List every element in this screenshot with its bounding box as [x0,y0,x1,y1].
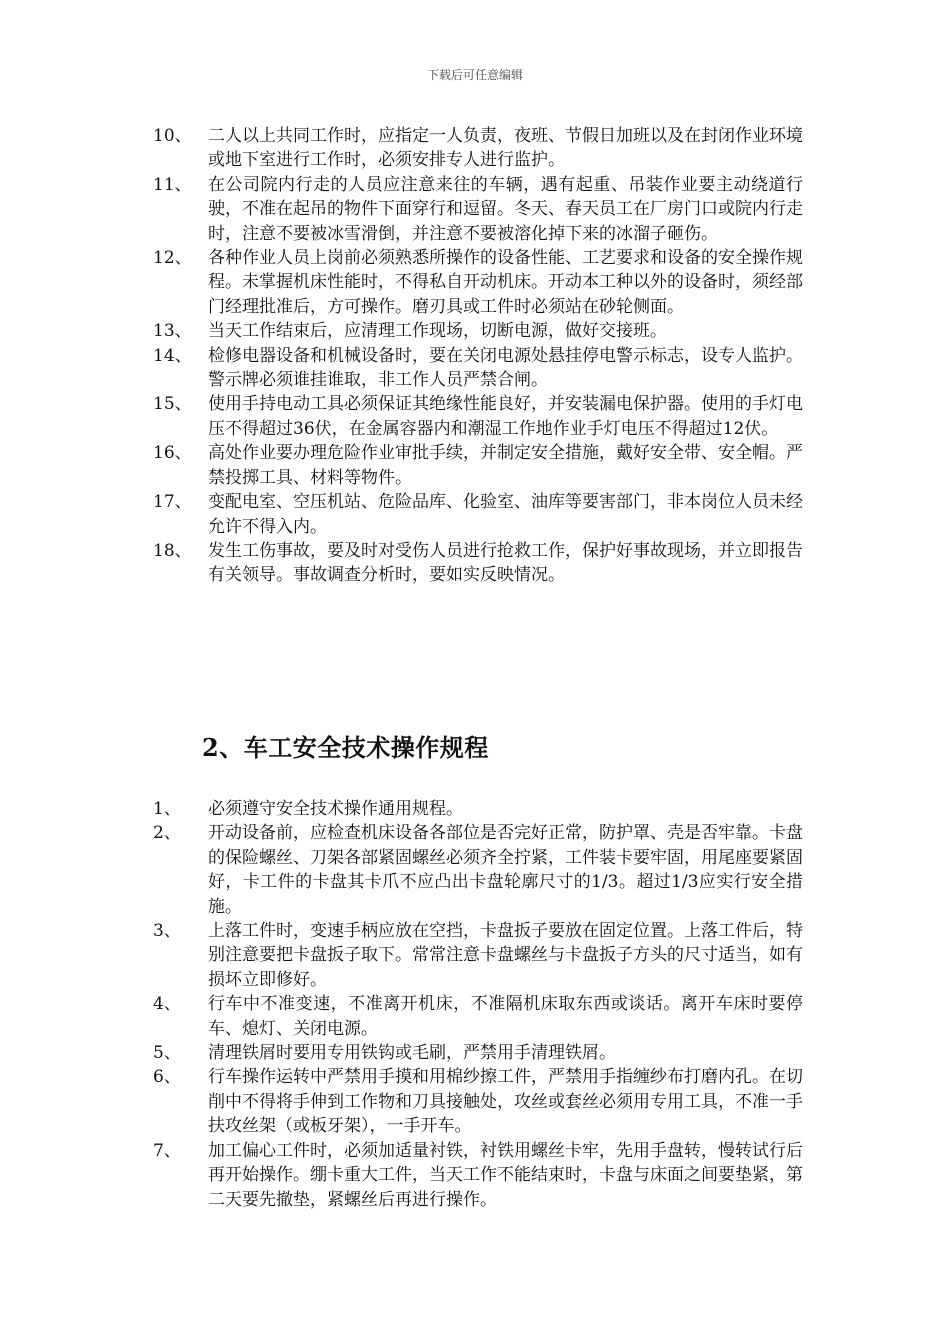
list-item [153,797,803,821]
item-number: 5、 [153,1043,181,1064]
item-text: 检修电器设备和机械设备时，要在关闭电源处悬挂停电警示标志，设专人监护。警示牌必须谁挂谁取，非工作人员严禁合闸。 [208,345,803,391]
header-note: 下载后可任意编辑 [426,68,523,82]
item-text: 加工偏心工件时，必须加适量衬铁，衬铁用螺丝卡牢，先用手盘转，慢转试行后再开始操作。绷卡重大工件，当天工作不能结束时，卡盘与床面之间要垫紧，第二天要先撤垫，紧螺丝后再进行操作。 [208,1140,803,1210]
item-number: 6、 [153,1067,181,1088]
list-item [153,490,803,539]
item-text: 行车中不准变速，不准离开机床，不准隔机床取东西或谈话。离开车床时要停车、熄灯、关闭电源。 [208,994,803,1039]
item-text: 二人以上共同工作时，应指定一人负责，夜班、节假日加班以及在封闭作业环境或地下室进行工作时，必须安排专人进行监护。 [208,126,803,171]
item-number: 4、 [153,994,181,1015]
item-text: 各种作业人员上岗前必须熟悉所操作的设备性能、工艺要求和设备的安全操作规程。未掌握机床性能时，不得私自开动机床。开动本工种以外的设备时，须经部门经理批准后，方可操作。磨刃具或工件时必须站在砂轮侧面。 [208,248,803,317]
general-rules-list [153,124,803,588]
item-text: 变配电室、空压机站、危险品库、化验室、油库等要害部门，非本岗位人员未经允许不得入内。 [208,492,803,537]
list-item [153,441,803,490]
list-item [153,319,803,343]
item-number: 16、 [153,443,192,464]
item-number: 11、 [153,174,192,195]
item-text: 使用手持电动工具必须保证其绝缘性能良好，并安装漏电保护器。使用的手灯电压不得超过36伏，在金属容器内和潮湿工作地作业手灯电压不得超过12伏。 [208,394,803,439]
item-number: 12、 [153,248,192,269]
list-item [153,246,803,319]
item-number: 1、 [153,799,181,819]
list-item [153,1065,803,1138]
section-title: 2、车工安全技术操作规程 [202,733,489,762]
list-item [153,919,803,992]
item-text: 当天工作结束后，应清理工作现场，切断电源，做好交接班。 [208,321,667,342]
list-item [153,821,803,919]
item-number: 17、 [153,492,192,513]
item-text: 在公司院内行走的人员应注意来往的车辆，遇有起重、吊装作业要主动绕道行驶，不准在起吊的物件下面穿行和逗留。冬天、春天员工在厂房门口或院内行走时，注意不要被冰雪滑倒，并注意不要被溶化掉下来的冰溜子砸伤。 [208,174,803,244]
item-number: 18、 [153,540,192,561]
lathe-rules-list [153,797,803,1212]
item-text: 高处作业要办理危险作业审批手续，并制定安全措施，戴好安全带、安全帽。严禁投掷工具、材料等物件。 [208,443,803,488]
item-text: 开动设备前，应检查机床设备各部位是否完好正常，防护罩、壳是否牢靠。卡盘的保险螺丝、刀架各部紧固螺丝必须齐全拧紧，工件装卡要牢固，用尾座要紧固好，卡工件的卡盘其卡爪不应凸出卡盘轮廓尺寸的1/3。超过1/3应实行安全措施。 [208,823,803,917]
item-number: 10、 [153,126,192,146]
item-number: 15、 [153,394,192,415]
list-item [153,1041,803,1065]
item-number: 13、 [153,321,192,342]
item-number: 3、 [153,921,181,942]
item-text: 清理铁屑时要用专用铁钩或毛刷，严禁用手清理铁屑。 [208,1043,616,1064]
list-item [153,124,803,173]
item-text: 上落工件时，变速手柄应放在空挡，卡盘扳子要放在固定位置。上落工件后，特别注意要把卡盘扳子取下。常常注意卡盘螺丝与卡盘扳子方头的尺寸适当，如有损坏立即修好。 [208,921,803,990]
item-text: 发生工伤事故，要及时对受伤人员进行抢救工作，保护好事故现场，并立即报告有关领导。事故调查分析时，要如实反映情况。 [208,540,803,586]
list-item [153,173,803,246]
item-text: 必须遵守安全技术操作通用规程。 [208,799,463,819]
list-item [153,992,803,1041]
list-item [153,539,803,588]
item-number: 2、 [153,823,181,844]
list-item [153,1139,803,1212]
item-text: 行车操作运转中严禁用手摸和用棉纱擦工件，严禁用手指缠纱布打磨内孔。在切削中不得将手伸到工作物和刀具接触处，攻丝或套丝必须用专用工具，不准一手扶攻丝架（或板牙架），一手开车。 [208,1067,803,1137]
item-number: 7、 [153,1140,181,1161]
list-item [153,344,803,393]
list-item [153,392,803,441]
item-number: 14、 [153,345,192,366]
